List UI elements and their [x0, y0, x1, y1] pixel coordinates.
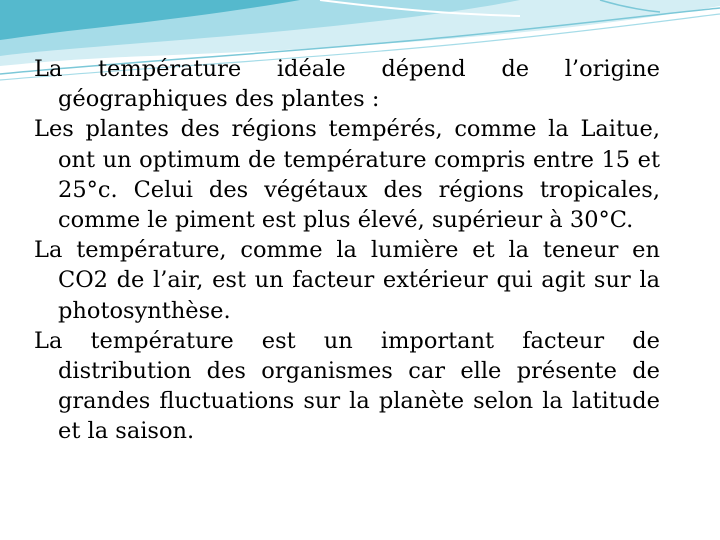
slide-body — [34, 54, 660, 447]
paragraph-distribution-factor: La température est un important facteur de distribution des organismes car elle présente de grandes fluctuations sur la planète selon la latitude et la saison. — [34, 327, 660, 445]
paragraph-temperature-origin: La température idéale dépend de l’origine géographiques des plantes : — [34, 56, 660, 113]
paragraph-photosynthesis-factor: La température, comme la lumière et la teneur en CO2 de l’air, est un facteur extérieur qui agit sur la photosynthèse. — [34, 237, 660, 324]
paragraph-temperate-tropical-plants: Les plantes des régions tempérés, comme la Laitue, ont un optimum de température compris entre 15 et 25°c. Celui des végétaux des régions tropicales, comme le piment est plus élevé, supérieur à 30°C. — [34, 116, 660, 234]
